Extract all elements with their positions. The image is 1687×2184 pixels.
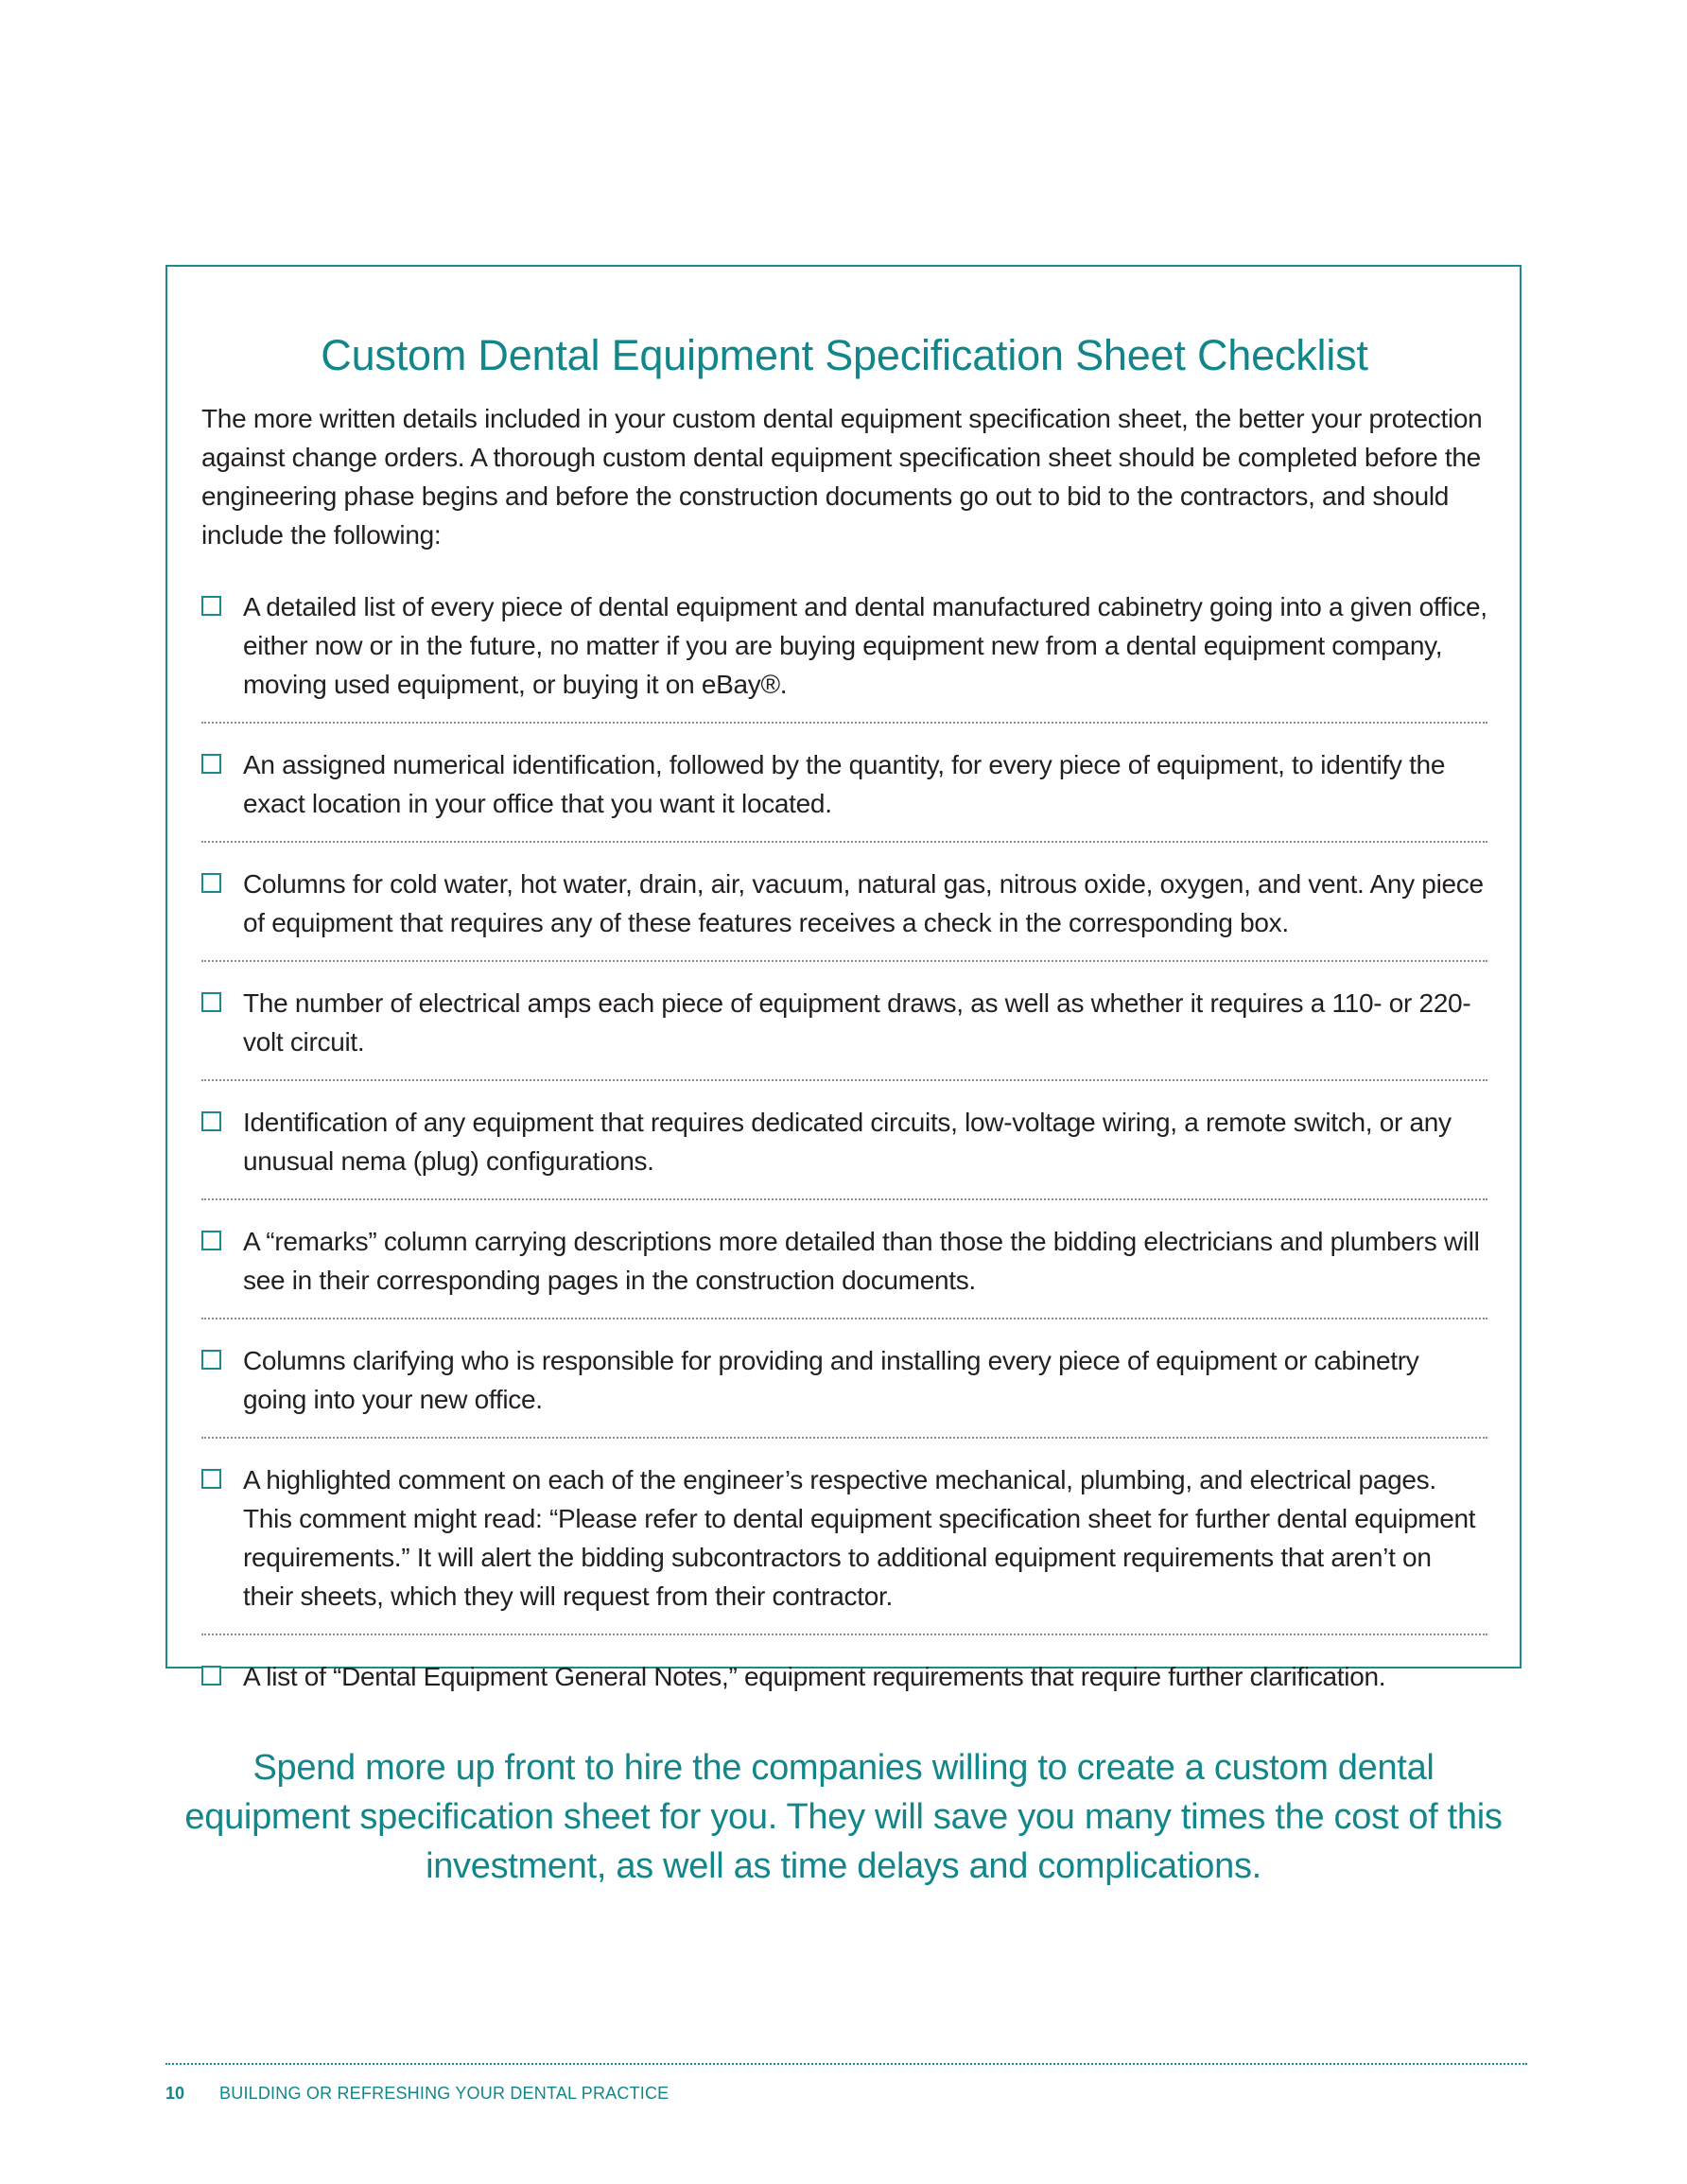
checklist-box [165,265,1522,1691]
footer-divider [165,2063,1527,2065]
checklist-item-text: Columns for cold water, hot water, drain, air, vacuum, natural gas, nitrous oxide, oxygen, and vent. Any piece of equipment that requires any of these features receives a check in the corresponding box. [243,869,1484,937]
checkbox-icon [201,992,221,1012]
checklist-intro: The more written details included in your custom dental equipment specification sheet, the better your protection against change orders. A thorough custom dental equipment specification sheet should be completed before the engineering phase begins and before the construction documents go out to bid to the contractors, and should include the following: [201,404,1483,550]
checklist-item [201,722,1487,823]
checklist-item [201,1437,1487,1616]
checklist-title: Custom Dental Equipment Specification Sheet Checklist [321,331,1368,379]
checkbox-icon [201,1231,221,1250]
checklist-item [201,1079,1487,1180]
checklist-item-text: A list of “Dental Equipment General Notes,” equipment requirements that require further clarification. [243,1662,1386,1691]
checklist-item [201,587,1487,704]
checklist-item [201,960,1487,1061]
checkbox-icon [201,1469,221,1489]
checklist-item-text: A detailed list of every piece of dental equipment and dental manufactured cabinetry going into a given office, either now or in the future, no matter if you are buying equipment new from a dental equipment company, moving used equipment, or buying it on eBay®. [243,592,1487,699]
page-footer [165,2083,669,2104]
page-number: 10 [165,2084,185,2103]
running-title: BUILDING OR REFRESHING YOUR DENTAL PRACTICE [219,2084,670,2103]
checklist-item [201,1634,1487,1696]
checkbox-icon [201,596,221,616]
checklist-item [201,841,1487,942]
checklist-item-text: An assigned numerical identification, followed by the quantity, for every piece of equipment, to identify the exact location in your office that you want it located. [243,750,1446,818]
checkbox-icon [201,754,221,774]
checkbox-icon [201,1666,221,1686]
checkbox-icon [201,1111,221,1131]
checkbox-icon [201,1350,221,1370]
checklist-item-text: A highlighted comment on each of the engineer’s respective mechanical, plumbing, and electrical pages. This comment might read: “Please refer to dental equipment specification sheet for further dental equipment requirements.” It will alert the bidding subcontractors to additional equipment requirements that aren’t on their sheets, which they will request from their contractor. [243,1465,1476,1611]
checklist-item-text: A “remarks” column carrying descriptions more detailed than those the bidding electricians and plumbers will see in their corresponding pages in the construction documents. [243,1227,1480,1295]
checklist-item [201,1318,1487,1419]
pull-quote: Spend more up front to hire the companies willing to create a custom dental equipment specification sheet for you. They will save you many times the cost of this investment, as well as time delays and complications. [184,1748,1503,1886]
checklist-item [201,1198,1487,1300]
checkbox-icon [201,873,221,893]
checklist-item-text: The number of electrical amps each piece of equipment draws, as well as whether it requires a 110- or 220-volt circuit. [243,988,1471,1057]
checklist-item-text: Columns clarifying who is responsible for providing and installing every piece of equipment or cabinetry going into your new office. [243,1346,1419,1414]
checklist-items [201,587,1487,1696]
checklist-item-text: Identification of any equipment that requires dedicated circuits, low-voltage wiring, a remote switch, or any unusual nema (plug) configurations. [243,1108,1452,1176]
